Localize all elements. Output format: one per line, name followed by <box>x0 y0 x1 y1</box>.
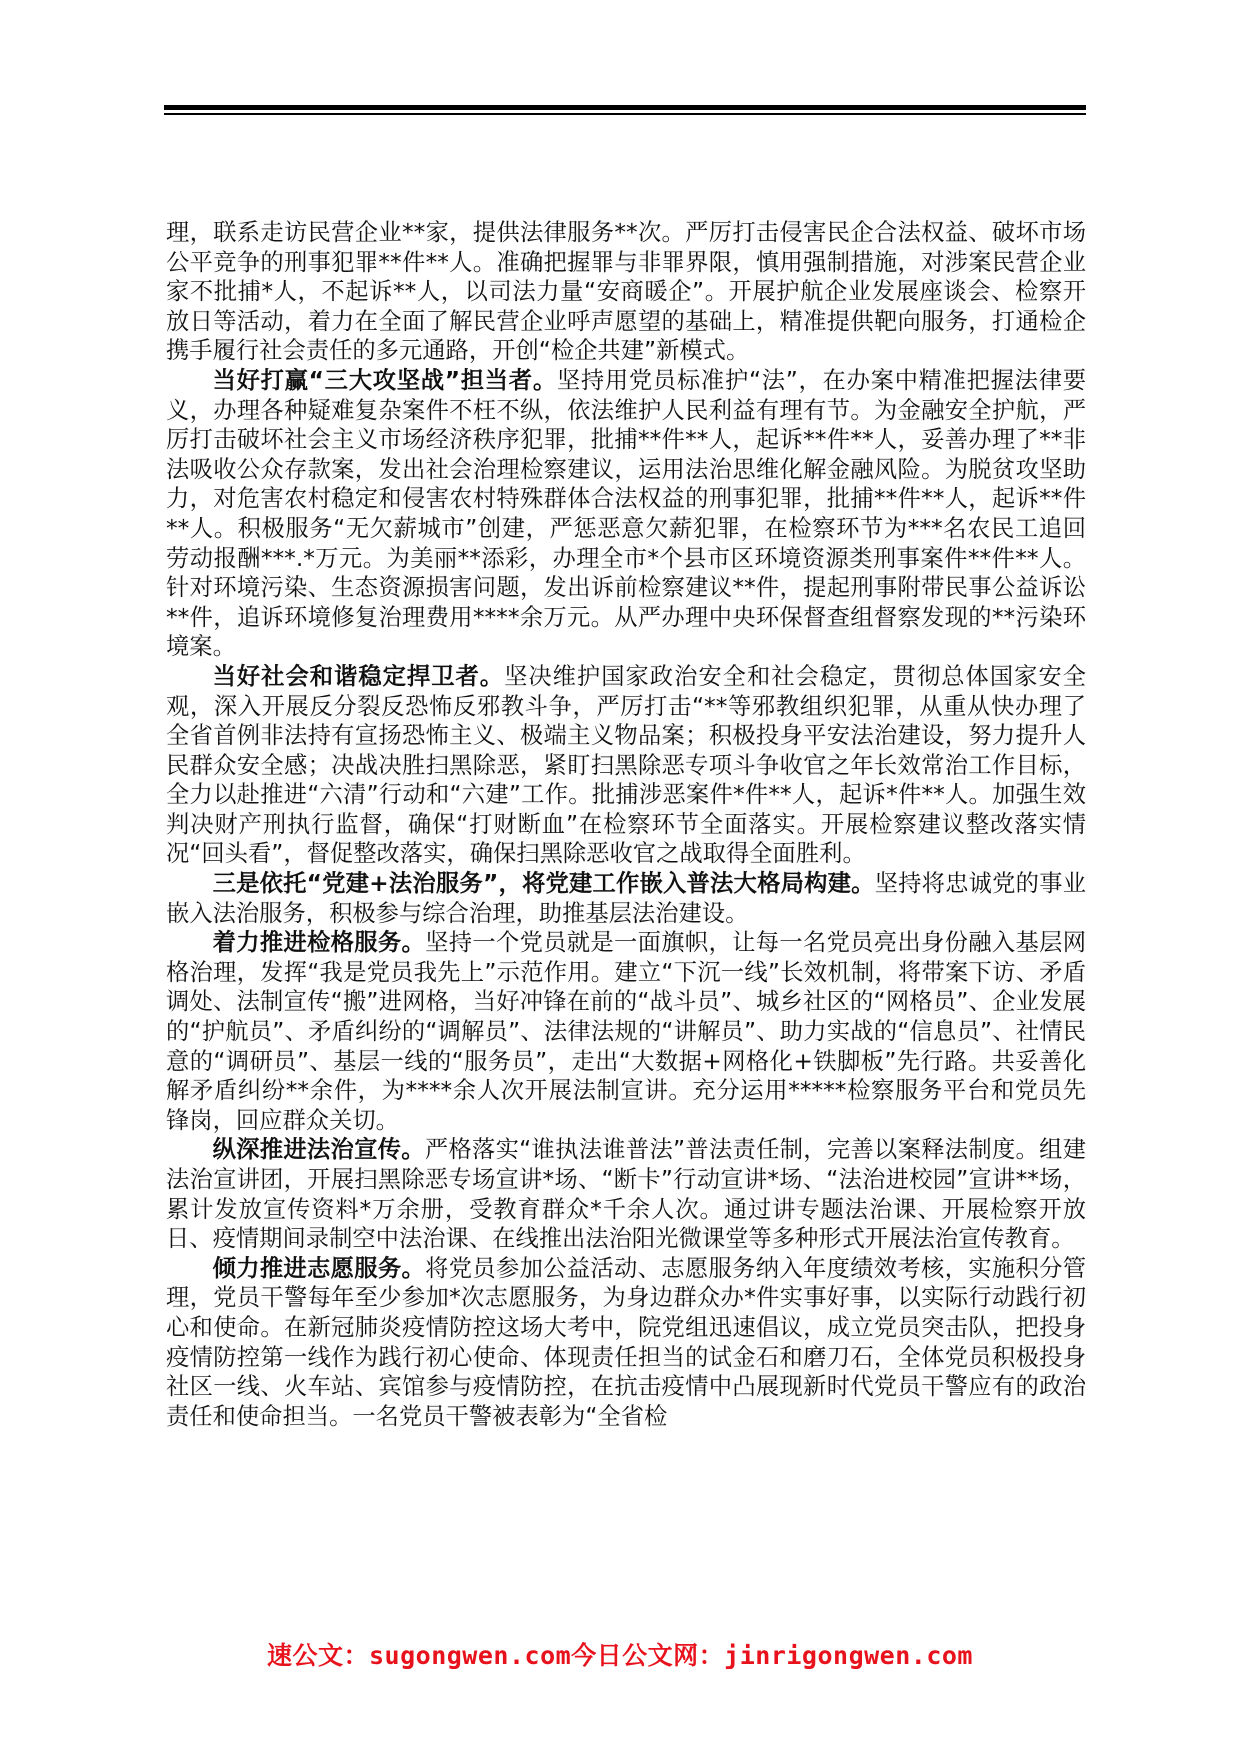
paragraph-2 <box>166 366 1086 662</box>
paragraph-4-heading: 三是依托“党建+法治服务”，将党建工作嵌入普法大格局构建。 <box>212 870 875 898</box>
paragraph-2-body: 坚持用党员标准护“法”，在办案中精准把握法律要义，办理各种疑难复杂案件不枉不纵，依法维护人民利益有理有节。为金融安全护航，严厉打击破坏社会主义市场经济秩序犯罪，批捕**件**人，起诉**件**人，妥善办理了**非法吸收公众存款案，发出社会治理检察建议，运用法治思维化解金融风险。为脱贫攻坚助力，对危害农村稳定和侵害农村特殊群体合法权益的刑事犯罪，批捕**件**人，起诉**件**人。积极服务“无欠薪城市”创建，严惩恶意欠薪犯罪，在检察环节为***名农民工追回劳动报酬***.*万元。为美丽**添彩，办理全市*个县市区环境资源类刑事案件**件**人。针对环境污染、生态资源损害问题，发出诉前检察建议**件，提起刑事附带民事公益诉讼**件，追诉环境修复治理费用****余万元。从严办理中央环保督查组督察发现的**污染环境案。 <box>166 366 1087 661</box>
paragraph-6-heading: 纵深推进法治宣传。 <box>212 1136 425 1164</box>
document-body <box>166 218 1086 1431</box>
paragraph-7-body: 将党员参加公益活动、志愿服务纳入年度绩效考核，实施积分管理，党员干警每年至少参加*次志愿服务，为身边群众办*件实事好事，以实际行动践行初心和使命。在新冠肺炎疫情防控这场大考中，院党组迅速倡议，成立党员突击队，把投身疫情防控第一线作为践行初心使命、体现责任担当的试金石和磨刀石，全体党员积极投身社区一线、火车站、宾馆参与疫情防控，在抗击疫情中凸展现新时代党员干警应有的政治责任和使命担当。一名党员干警被表彰为“全省检 <box>166 1254 1087 1430</box>
paragraph-6-body: 严格落实“谁执法谁普法”普法责任制，完善以案释法制度。组建法治宣讲团，开展扫黑除恶专场宣讲*场、“断卡”行动宣讲*场、“法治进校园”宣讲**场，累计发放宣传资料*万余册，受教育群众*千余人次。通过讲专题法治课、开展检察开放日、疫情期间录制空中法治课、在线推出法治阳光微课堂等多种形式开展法治宣传教育。 <box>166 1136 1087 1253</box>
paragraph-4 <box>166 869 1086 928</box>
paragraph-1 <box>166 218 1086 366</box>
paragraph-3-body: 坚决维护国家政治安全和社会稳定，贯彻总体国家安全观，深入开展反分裂反恐怖反邪教斗争，严厉打击“**等邪教组织犯罪，从重从快办理了全省首例非法持有宣扬恐怖主义、极端主义物品案；积极投身平安法治建设，努力提升人民群众安全感；决战决胜扫黑除恶，紧盯扫黑除恶专项斗争收官之年长效常治工作目标，全力以赴推进“六清”行动和“六建”工作。批捕涉恶案件*件**人，起诉*件**人。加强生效判决财产刑执行监督，确保“打财断血”在检察环节全面落实。开展检察建议整改落实情况“回头看”，督促整改落实，确保扫黑除恶收官之战取得全面胜利。 <box>166 662 1087 868</box>
paragraph-6 <box>166 1135 1086 1253</box>
header-rule-thick <box>164 105 1086 110</box>
paragraph-5-heading: 着力推进检格服务。 <box>212 929 426 957</box>
footer-watermark: 速公文：sugongwen.com今日公文网：jinrigongwen.com <box>267 1641 973 1670</box>
paragraph-5-body: 坚持一个党员就是一面旗帜，让每一名党员亮出身份融入基层网格治理，发挥“我是党员我先上”示范作用。建立“下沉一线”长效机制，将带案下访、矛盾调处、法制宣传“搬”进网格，当好冲锋在前的“战斗员”、城乡社区的“网格员”、企业发展的“护航员”、矛盾纠纷的“调解员”、法律法规的“讲解员”、助力实战的“信息员”、社情民意的“调研员”、基层一线的“服务员”，走出“大数据+网格化+铁脚板”先行路。共妥善化解矛盾纠纷**余件，为****余人次开展法制宣讲。充分运用*****检察服务平台和党员先锋岗，回应群众关切。 <box>166 929 1087 1134</box>
paragraph-7 <box>166 1254 1086 1432</box>
paragraph-7-heading: 倾力推进志愿服务。 <box>212 1254 426 1282</box>
paragraph-1-body: 理，联系走访民营企业**家，提供法律服务**次。严厉打击侵害民企合法权益、破坏市场公平竞争的刑事犯罪**件**人。准确把握罪与非罪界限，慎用强制措施，对涉案民营企业家不批捕*人，不起诉**人，以司法力量“安商暖企”。开展护航企业发展座谈会、检察开放日等活动，着力在全面了解民营企业呼声愿望的基础上，精准提供靶向服务，打通检企携手履行社会责任的多元通路，开创“检企共建”新模式。 <box>166 219 1086 365</box>
paragraph-4-body: 坚持将忠诚党的事业嵌入法治服务，积极参与综合治理，助推基层法治建设。 <box>166 870 1086 927</box>
paragraph-3 <box>166 662 1086 869</box>
paragraph-3-heading: 当好社会和谐稳定捍卫者。 <box>212 662 505 690</box>
paragraph-2-heading: 当好打赢“三大攻坚战”担当者。 <box>212 366 557 394</box>
header-rule-thin <box>164 113 1086 115</box>
paragraph-5 <box>166 928 1086 1135</box>
